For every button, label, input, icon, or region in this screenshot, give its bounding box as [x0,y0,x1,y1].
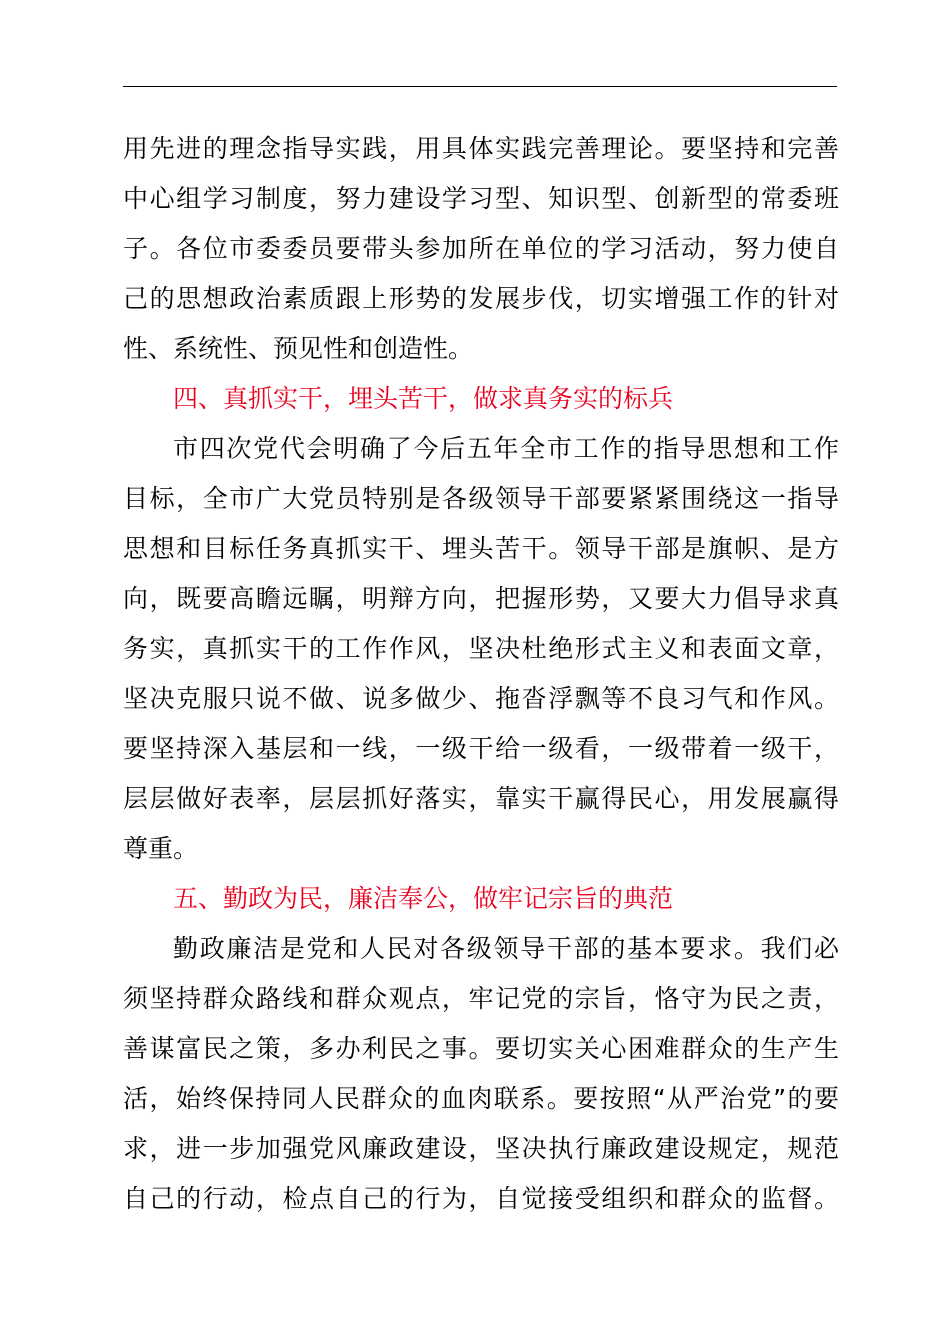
paragraph-line: 善谋富民之策，多办利民之事。要切实关心困难群众的生产生 [123,1034,839,1063]
paragraph-line: 要坚持深入基层和一线，一级干给一级看，一级带着一级干， [123,734,839,763]
paragraph-line: 须坚持群众路线和群众观点，牢记党的宗旨，恪守为民之责， [123,984,839,1013]
paragraph-line: 尊重。 [123,834,199,863]
paragraph-line: 坚决克服只说不做、说多做少、拖沓浮飘等不良习气和作风。 [123,684,839,713]
paragraph-line: 思想和目标任务真抓实干、埋头苦干。领导干部是旗帜、是方 [123,534,839,563]
paragraph-line: 用先进的理念指导实践，用具体实践完善理论。要坚持和完善 [123,134,839,163]
paragraph-line: 层层做好表率，层层抓好落实，靠实干赢得民心，用发展赢得 [123,784,839,813]
paragraph-line: 子。各位市委委员要带头参加所在单位的学习活动，努力使自 [123,234,839,263]
section-heading: 五、勤政为民，廉洁奉公，做牢记宗旨的典范 [173,884,674,913]
paragraph-line: 市四次党代会明确了今后五年全市工作的指导思想和工作 [173,434,839,463]
paragraph-line: 目标，全市广大党员特别是各级领导干部要紧紧围绕这一指导 [123,484,839,513]
header-rule [123,86,837,87]
paragraph-line: 中心组学习制度，努力建设学习型、知识型、创新型的常委班 [123,184,839,213]
paragraph-line: 己的思想政治素质跟上形势的发展步伐，切实增强工作的针对 [123,284,839,313]
document-body [123,124,839,1224]
paragraph-line: 自己的行动，检点自己的行为，自觉接受组织和群众的监督。 [123,1184,839,1213]
paragraph-line: 活，始终保持同人民群众的血肉联系。要按照“从严治党”的要 [123,1084,839,1113]
paragraph-line: 性、系统性、预见性和创造性。 [123,334,474,363]
section-heading: 四、真抓实干，埋头苦干，做求真务实的标兵 [173,384,674,413]
paragraph-line: 务实，真抓实干的工作作风，坚决杜绝形式主义和表面文章， [123,634,839,663]
paragraph-line: 勤政廉洁是党和人民对各级领导干部的基本要求。我们必 [173,934,839,963]
paragraph-line: 向，既要高瞻远瞩，明辩方向，把握形势，又要大力倡导求真 [123,584,839,613]
paragraph-line: 求，进一步加强党风廉政建设，坚决执行廉政建设规定，规范 [123,1134,839,1163]
